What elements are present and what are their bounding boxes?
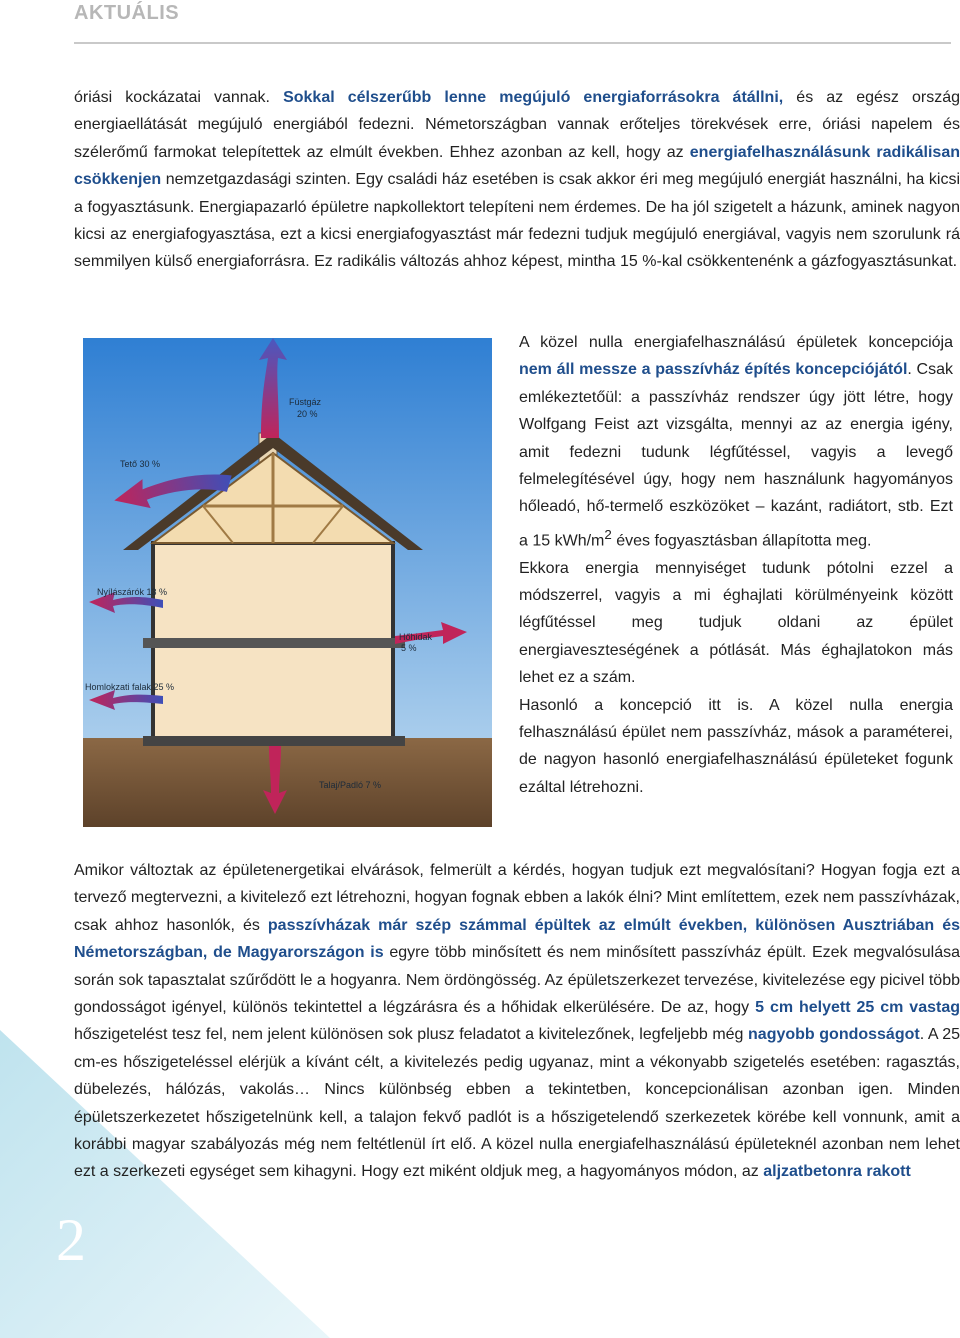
emphasis-care: nagyobb gondosságot xyxy=(748,1026,920,1044)
label-nyilaszarok: Nyílászárók 13 % xyxy=(97,587,168,597)
label-fustgaz-pct: 20 % xyxy=(297,409,318,419)
side-column xyxy=(519,329,953,801)
paragraph-concept xyxy=(519,329,953,555)
text-run: éves fogyasztásban állapította meg. xyxy=(611,532,872,550)
text-run: . A 25 cm-es hőszigeteléssel elérjük a kívánt célt, a kivitelezés pedig ugyanaz, mint a vékonyabb szigetelés esetében: ragasztás, dübelezés, hálózás, vakolás… Nincs különbség ebben a tekintetben, koncepcionálisan azonban igen. Minden épületszerkezetet hőszigetelnünk kell, a talajon fekvő padlót is a hőszigetelendő szerkezetek körébe kell vonnunk, amit a korábbi magyar szabályozás még nem feltétlenül írt elő. A közel nulla energiafelhasználású épületeknél azonban nem lehet ezt a szerkezeti egységet sem kihagyni. Hogy ezt miként oldjuk meg, a hagyományos módon, az xyxy=(74,1026,960,1181)
heat-loss-diagram xyxy=(83,338,492,827)
text-run: és az egész ország energiaellátását megújuló energiából fedezni. Németországban vannak erőteljes törekvések erre, óriási napelem és szélerőmű farmokat telepítettek az elmúlt években. Ehhez azonban az kell, hogy az xyxy=(74,89,960,161)
paragraph-similar: Hasonló a koncepció itt is. A közel nulla energia felhasználású épület nem passzívház, mások a paraméterei, de nagyon hasonló energiafelhasználású épületeket fogunk ezáltal létrehozni. xyxy=(519,696,953,796)
paragraph-intro xyxy=(74,84,960,276)
label-hohidak-pct: 5 % xyxy=(401,643,417,653)
header-divider xyxy=(74,42,951,44)
house-wall-lower xyxy=(153,643,393,743)
emphasis-passive-built: passzívházak már szép számmal épültek az elmúlt években, különösen Ausztriában és Németországban, de Magyarországon is xyxy=(74,916,960,962)
page-number: 2 xyxy=(56,1207,86,1273)
label-teto: Tető 30 % xyxy=(120,459,161,469)
label-hohidak: Hőhidak xyxy=(399,632,433,642)
emphasis-screed: aljzatbetonra rakott xyxy=(763,1163,911,1181)
label-fustgaz: Füstgáz xyxy=(289,397,322,407)
emphasis-renewables: Sokkal célszerűbb lenne megújuló energiaforrásokra átállni, xyxy=(283,89,784,106)
text-run: óriási kockázatai vannak. xyxy=(74,89,284,106)
emphasis-insulation: 5 cm helyett 25 cm vastag xyxy=(755,999,960,1017)
label-talaj: Talaj/Padló 7 % xyxy=(319,780,382,790)
text-run: hőszigetelést tesz fel, nem jelent különösen sok plusz feladatot a kivitelezőnek, legfeljebb még xyxy=(74,1026,749,1044)
text-run: Amikor változtak az épületenergetikai elvárások, felmerült a kérdés, hogyan tudjuk ezt megvalósítani? Hogyan fogja ezt a tervező megtervezni, a kivitelező ezt létrehozni, hogyan fognak ebben a lakók élni? Mint említettem, ezek nem passzívházak, csak ahhoz hasonlók, és xyxy=(74,862,960,934)
superscript: 2 xyxy=(604,526,612,542)
emphasis-energy-reduction: energiafelhasználásunk radikálisan csökkenjen xyxy=(74,143,960,189)
label-homlokzati: Homlokzati falak 25 % xyxy=(85,682,175,692)
paragraph-replacement: Ekkora energia mennyiséget tudunk pótolni ezzel a módszerrel, vagyis a mi éghajlati körülményeink között légfűtéssel meg tudjuk oldani az épület energiaveszteségének a pótlását. Más éghajlatokon más lehet ez a szám. xyxy=(519,559,953,687)
house-wall-upper xyxy=(153,543,393,643)
base-slab xyxy=(143,736,405,746)
text-run: nemzetgazdasági szinten. Egy családi ház esetében is csak akkor éri meg megújuló energiát használni, ha kicsi a fogyasztásunk. Energiapazarló épületre napkollektort telepíteni nem érdemes. De ha jól szigetelt a házunk, aminek nagyon kicsi az energiafogyasztása, ezt a kicsi energiafogyasztást már fedezni tudjuk megújuló energiával, vagyis nem szorulunk rá semmilyen külső energiaforrásra. Ez radikális változás ahhoz képest, mintha 15 %-kal csökkentenénk a gázfogyasztásunkat. xyxy=(74,171,960,271)
paragraph-implementation xyxy=(74,857,960,1186)
text-run: . Csak emlékeztetőül: a passzívház rendszer úgy jött létre, hogy Wolfgang Feist azt vizsgálta, mennyi az az energia igény, amit fedezni tudunk légfűtéssel, vagyis a levegő felmelegítésével úgy, hogy nem használunk hagyományos hőleadó, hő-termelő eszközöket – kazánt, radiátort, stb. Ezt a 15 kWh/m xyxy=(519,361,954,550)
text-run: A közel nulla energiafelhasználású épületek koncepciója xyxy=(519,334,953,351)
text-run: egyre több minősített és nem minősített passzívház épült. Ezek megvalósulása során sok tapasztalat szűrődött le a hogyanra. Nem ördöngösség. Az épületszerkezet tervezése, kivitelezése egy picivel több gondosságot igényel, különös tekintettel a légzárásra és a hőhidak elkerülésére. De az, hogy xyxy=(74,944,960,1017)
floor-slab xyxy=(143,638,405,648)
emphasis-passive-house: nem áll messze a passzívház építés koncepciójától xyxy=(519,361,908,379)
section-header: AKTUÁLIS xyxy=(74,2,180,24)
ground xyxy=(83,738,492,827)
